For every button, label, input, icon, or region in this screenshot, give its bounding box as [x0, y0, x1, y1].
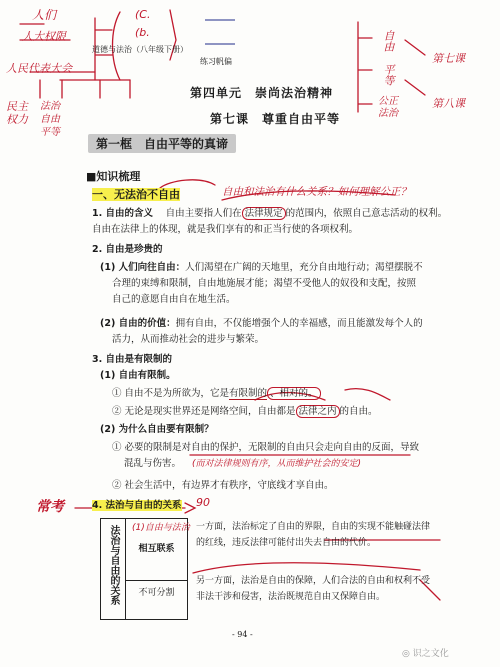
handwritten-note-lesson8: 第八课 [432, 97, 465, 110]
rule-freedom-relation-text: 4. 法治与自由的关系 [92, 500, 182, 511]
section-1-heading [92, 186, 180, 202]
freedom-meaning-keyword: 法律规定 [242, 207, 286, 220]
page-number: - 94 - [232, 630, 253, 639]
yearning-line-2: 合理的束缚和限制，自由地施展才能；渴望不受他人的奴役和支配，按照 [112, 278, 417, 289]
handwritten-page-ref: 90 [196, 496, 210, 509]
frame-title: 第一框 自由平等的真谛 [88, 134, 236, 153]
watermark-logo: ◎ 识之文化 [402, 649, 449, 659]
limits-point-1-relative: 、相对的。 [267, 387, 321, 400]
section-1-label: 一、无法治不自由 [92, 188, 180, 201]
yearning-label: (1) 人们向往自由： [100, 262, 186, 273]
freedom-precious-label: 2. 自由是珍贵的 [92, 244, 163, 255]
limits-point-2-c: 的自由。 [339, 406, 378, 417]
freedom-meaning-line-1 [92, 206, 447, 221]
limits-point-2 [112, 404, 378, 419]
why-limits-point-2: ② 社会生活中，有边界才有秩序，守底线才享自由。 [112, 480, 334, 491]
freedom-meaning-label: 1. 自由的含义 [92, 208, 154, 219]
handwritten-rule-note: (1)自由与法治 [132, 523, 190, 533]
lesson-title: 第七课 尊重自由平等 [210, 112, 341, 126]
rule-freedom-relation-label [92, 498, 182, 513]
handwritten-note-freedom: 自由 [382, 30, 395, 52]
freedom-limited-label: 3. 自由是有限制的 [92, 354, 173, 365]
relation-side-label: 法治与自由的关系 [108, 525, 119, 605]
value-text: 拥有自由，不仅能增强个人的幸福感，而且能激发每个人的 [175, 318, 423, 329]
freedom-has-limits-label: (1) 自由有限制。 [100, 370, 176, 381]
yearning-text: 人们渴望在广阔的天地里，充分自由地行动；渴望摆脱不 [185, 262, 423, 273]
book-title: 道德与法治（八年级下册） [92, 45, 188, 54]
exercise-tag: 练习帆偏 [200, 57, 232, 66]
relation-point-2-line-2: 非法干涉和侵害，法治既规范自由又保障自由。 [196, 592, 386, 602]
relation-point-1-line-1: 一方面，法治标定了自由的界限，自由的实现不能触碰法律 [196, 522, 431, 532]
knowledge-heading: ■知识梳理 [86, 170, 141, 183]
handwritten-note-npc: 人民代表大会 [6, 62, 72, 75]
relation-mid-box [126, 518, 188, 620]
limits-point-2-a: ② 无论是现实世界还是网络空间，自由都是 [112, 406, 296, 417]
handwritten-question-note: 自由和法治有什么关系？如何理解公正？ [222, 186, 411, 198]
freedom-meaning-text-a: 自由主要指人们在 [165, 208, 242, 219]
yearning-line-1 [100, 260, 423, 275]
relation-low-label: 不可分割 [126, 580, 187, 598]
handwritten-note-lesson7: 第七课 [432, 52, 465, 65]
relation-side-box [100, 518, 126, 620]
freedom-meaning-line-2: 自由在法律上的体现，就是我们享有的和正当行使的各项权利。 [92, 224, 359, 235]
why-limits-label: (2) 为什么自由要有限制？ [100, 424, 214, 435]
handwritten-note-equality: 平等 [382, 64, 395, 86]
handwritten-order-note: (而对法律规则有序，从而维护社会的安定) [192, 459, 362, 469]
relation-mid-label: 相互联系 [138, 544, 175, 554]
relation-point-2-line-1: 另一方面，法治是自由的保障，人们合法的自由和权利不受 [196, 576, 431, 586]
value-line-1 [100, 316, 423, 331]
limits-point-1-keyword: 有限制的 [229, 388, 268, 399]
why-limits-point-1: ① 必要的限制是对自由的保护，无限制的自由只会走向自由的反面，导致 [112, 442, 420, 453]
value-line-2: 活力，从而推动社会的进步与繁荣。 [112, 334, 265, 345]
limits-point-2-keyword: 法律之内 [296, 405, 340, 418]
handwritten-note-side: 法治 自由 平等 [40, 101, 60, 138]
handwritten-note-people: 人们 [32, 8, 57, 22]
why-limits-point-1-cont: 混乱与伤害。 [124, 458, 182, 469]
handwritten-note-justice-rule: 公正 法治 [378, 96, 398, 119]
handwritten-note-npc-power: 人大权限 [22, 30, 66, 43]
freedom-meaning-text-c: 的范围内，依照自己意志活动的权利。 [285, 208, 448, 219]
limits-point-1 [112, 386, 321, 401]
value-label: (2) 自由的价值： [100, 318, 176, 329]
handwritten-note-c-b: (C. (b. [135, 8, 151, 39]
unit-title: 第四单元 崇尚法治精神 [190, 86, 334, 100]
limits-point-1-a: ① 自由不是为所欲为，它是 [112, 388, 230, 399]
relation-point-1-line-2: 的红线，违反法律可能付出失去自由的代价。 [196, 538, 377, 548]
handwritten-exam-note: 常考 [36, 499, 64, 515]
yearning-line-3: 自己的意愿自由自在地生活。 [112, 294, 236, 305]
handwritten-note-democracy: 民主 权力 [6, 100, 28, 126]
